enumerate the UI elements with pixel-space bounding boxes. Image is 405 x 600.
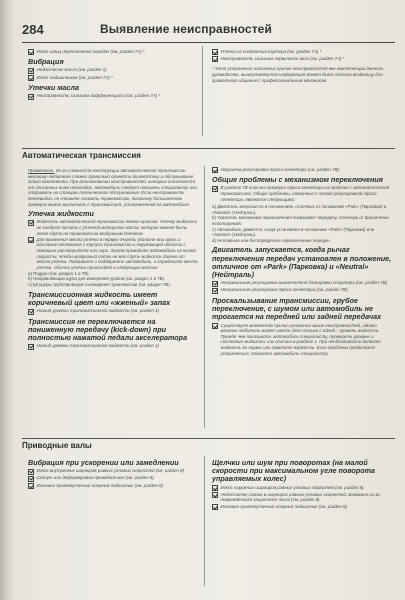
section-automatic-transmission: Автоматическая трансмиссия [22, 148, 395, 161]
checkmark-icon [212, 167, 218, 173]
column-divider [202, 46, 203, 136]
list-item: а) Поддон (см. раздел 1 и 7В). [28, 270, 90, 276]
checkmark-icon [212, 56, 218, 62]
checklist-item: Согнут или деформирован приводной вал (см. раздел 8). [28, 475, 198, 482]
checklist-item: Недостаток смазки в шарнирах равных угловых скоростей, возможно из-за поврежденного защитного чехла (см. раздел 8). [212, 492, 392, 503]
checklist-item: Неисправность сальника первичного вала (см. раздел 7А) * [212, 56, 390, 63]
checklist-item: Недостаток масла (см. раздел 1). [28, 67, 196, 74]
page-number: 284 [22, 22, 44, 37]
checklist-item: Неисправность сальника дифференциала (см. раздел 7А) * [28, 93, 196, 100]
checkmark-icon [28, 344, 34, 350]
checklist-item: Низкий уровень трансмиссионной жидкости (см. раздел 1) [28, 308, 198, 315]
top-left-column [28, 48, 196, 101]
checklist-item: Изношен промежуточный опорный подшипник (см. раздел 8). [212, 504, 392, 511]
auto-left-column [28, 168, 198, 350]
heading-kickdown: Трансмиссия не переключается на пониженную передачу (kick-down) при полностью нажатой педали акселератора [28, 316, 188, 343]
column-divider [204, 166, 205, 428]
section-drive-shafts: Приводные валы [22, 438, 395, 451]
checkmark-icon [212, 485, 218, 491]
heading-brown-fluid: Трансмиссионная жидкость имеет коричневый цвет или «жженый» запах [28, 289, 171, 307]
checklist-item: Износ наружных шарниров равных угловых скоростей (см. раздел 8). [212, 485, 392, 492]
shafts-right-column [212, 456, 392, 511]
checklist-item: Низкий уровень трансмиссионной жидкости (см. раздел 1) [28, 343, 198, 350]
shafts-left-column [28, 456, 198, 490]
top-right-column [212, 48, 390, 83]
checklist-item: Неправильная регулировка выключателя блокировки стартера (см. раздел 7В) [212, 280, 392, 287]
checklist-item: Износ шлиц переключения передач (см. раздел 7А) * [28, 49, 196, 56]
checkmark-icon [212, 288, 218, 294]
checkmark-icon [212, 504, 218, 510]
list-item: а) Двигатель запускается в положениях, отличных от положений «Park» (Парковка) и «Neutral» (Нейтраль). [212, 204, 387, 215]
list-item: b) Указатель механизма переключения показывает передачу, отличную от фактически используемой. [212, 215, 389, 226]
checklist-item: Износ внутренних шарниров равных угловых скоростей (см. раздел 8). [28, 468, 198, 475]
checkmark-icon [28, 94, 34, 100]
checklist-item: Утечка из соединения картера (см. раздел 7А) * [212, 49, 390, 56]
checklist-item: Износ подшипников (см. раздел 7А) * [28, 75, 196, 82]
checklist-item: Для выявления места утечки в первую очередь удалите всю грязь и масляные отложения с корпуса трансмиссии и окружающей области с помощью растворителя или пара. Затем проведите автомобиль на малой скорости, чтобы воздушный поток не мог сдуть жидкость далеко от места утечки. Поднимите и поддержите автомобиль, и определите место утечки. Обычно утечки происходят в следующих местах: [28, 237, 198, 271]
checkmark-icon [212, 49, 218, 55]
checklist-item: Неправильная регулировка троса селектора (см. раздел 7В) [212, 287, 392, 294]
checklist-item: Жидкость автоматической трансмиссии темно-красная. Утечку жидкости не следует путать с утечкой моторного масла, которое может быть легко сдуто на трансмиссию воздушным потоком. [28, 219, 198, 236]
checkmark-icon [28, 49, 34, 55]
list-item: b) Направляющая щупа для измерения уровня (см. раздел 1 и 7В). [28, 276, 166, 282]
checkmark-icon [28, 237, 34, 243]
checkmark-icon [28, 309, 34, 315]
page-title: Выявление неисправностей [100, 22, 272, 36]
checkmark-icon [212, 281, 218, 287]
checklist-item: Нарушена регулировка троса селектора (см. раздел 7В). [212, 167, 392, 174]
checkmark-icon [28, 483, 34, 489]
heading-clicks-noise: Щелчки или шум при поворотах (на малой скорости при максимальном угле поворота управляемых колес) [212, 458, 375, 484]
checklist-item: Существует множество причин указанных выше неисправностей, однако механик-любитель может иметь дело только с одной – уровень жидкости. Прежде чем показывать автомобиль специалисту, проверьте уровень и состояние жидкости, как описано в разделе 1. При необходимости долейте жидкость до нормы или замените жидкость. Если проблема продолжает устраняться, покажите автомобиль специалисту. [212, 323, 392, 357]
list-item: d) Неплавное или беспорядочное переключение передач. [212, 237, 331, 243]
checkmark-icon [212, 492, 218, 498]
heading-fluid-leaks: Утечка жидкости [28, 209, 94, 219]
heading-oil-leaks: Утечки масла [28, 83, 79, 93]
checkmark-icon [28, 220, 34, 226]
checkmark-icon [212, 323, 218, 329]
checklist-item: Изношен промежуточный опорный подшипник (см. раздел 8). [28, 483, 198, 490]
heading-vibration-accel: Вибрация при ускорении или замедлении [28, 458, 179, 467]
intro-note: Примечание. Из-за сложности конструкции автоматической трансмиссии механику-любителю сложно правильно провести диагностику и обслуживание этого компонента. При возникновении неисправностей, которые отличаются от описанных ниже неполадок, автомобиль следует показать специалисту или отправить на станцию технического обслуживания. Если неисправность неочевидна, не спешите снимать трансмиссию, поскольку большинство проверок можно выполнить с трансмиссией, установленной на автомобиле. [28, 168, 197, 207]
heading-engine-starts: Двигатель запускается, когда рычаг переключения передач установлен в положение, отличное от «Park» (Парковка) и «Neutral» (Нейтраль) [212, 245, 392, 279]
list-item: c) Штуцеры трубопроводов охлаждения трансмиссии (см. раздел 7В). [28, 282, 171, 288]
heading-general-problems: Общие проблемы с механизмом переключения [212, 175, 383, 185]
heading-vibration: Вибрация [28, 57, 64, 67]
footnote: * Хотя устранение описанных причин неисправностей вне компетенции данного руководства, вышеупомянутая информация может быть полезна владельцу для грамотного общения с профессиональным механиком. [212, 66, 384, 83]
checkmark-icon [28, 68, 34, 74]
list-item: c) Автомобиль движется, когда установлен в положение «Park» (Парковка) или «Neutral» (Нейтраль). [212, 226, 375, 238]
auto-right-column [212, 166, 392, 357]
checkmark-icon [212, 186, 218, 192]
page-header [22, 20, 395, 43]
checkmark-icon [28, 476, 34, 482]
checkmark-icon [28, 469, 34, 475]
checkmark-icon [28, 75, 34, 81]
column-divider [204, 456, 205, 586]
heading-slip: Проскальзывание трансмиссии, грубое переключение, с шумом или автомобиль не трогается на передней или задней передачах [212, 295, 382, 322]
checklist-item: В разделе 7В описана проверка троса селектора на моделях с автоматической трансмиссией. Общие проблемы, связанные с плохой регулировкой троса селектора, являются следующими: [212, 185, 392, 202]
